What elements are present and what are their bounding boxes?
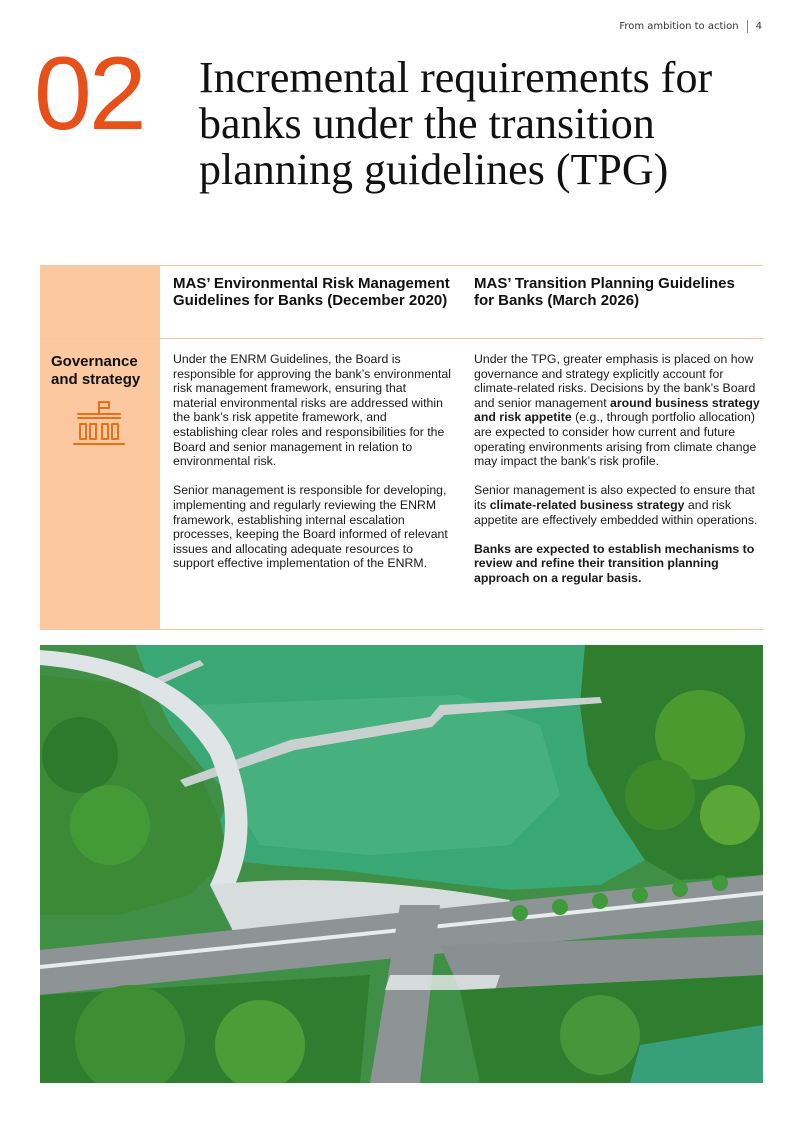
governance-building-flag-icon (70, 397, 128, 449)
header-row-rule (40, 338, 763, 339)
row-label-governance: Governance and strategy (51, 353, 141, 388)
tpg-p1-text: Under the TPG, greater emphasis is placed on how governance and strategy explicitly account for climate-related risks. Decisions by the bank’s Board and senior management (474, 352, 756, 410)
tpg-p2-text: Senior management is also expected to ensure that its (474, 483, 755, 512)
tpg-p2-text-end: and risk appetite are effectively embedded within operations. (474, 497, 758, 527)
table-bottom-rule (40, 629, 763, 630)
page-title: Incremental requirements for banks under the transition planning guidelines (TPG) (199, 53, 713, 194)
running-title: From ambition to action (619, 21, 739, 32)
header-divider (747, 20, 748, 33)
page-number: 4 (755, 21, 762, 32)
tpg-p1-text-end: (e.g., through portfolio allocation) are expected to consider how current and future operating environments arising from climate change may impact the bank’s risk profile. (474, 410, 757, 469)
tpg-paragraph-1 (474, 352, 762, 469)
running-header (619, 20, 762, 33)
enrm-paragraph-1: Under the ENRM Guidelines, the Board is responsible for approving the bank’s environmental risk management framework, ensuring that material environmental risks are addressed within the bank’s risk appetite framework, and establishing clear roles and responsibilities for the Board and senior management in relation to environmental risk. (173, 352, 451, 469)
aerial-city-lake-photo (40, 645, 763, 1083)
tpg-p3-emphasis: Banks are expected to establish mechanisms to review and refine their transition planning approach on a regular basis. (474, 541, 755, 585)
chapter-number: 02 (34, 36, 144, 152)
tpg-paragraph-3 (474, 542, 762, 586)
tpg-p1-emphasis: around business strategy and risk appetite (474, 395, 760, 425)
enrm-cell (173, 352, 453, 571)
tpg-paragraph-2 (474, 483, 762, 527)
column-header-enrm: MAS’ Environmental Risk Management Guidelines for Banks (December 2020) (173, 275, 450, 309)
enrm-paragraph-2: Senior management is responsible for developing, implementing and regularly reviewing the ENRM framework, establishing internal escalation processes, keeping the Board informed of relevant issues and allocating adequate resources to support effective implementation of the ENRM. (173, 483, 448, 571)
tpg-cell (474, 352, 762, 586)
column-header-tpg: MAS’ Transition Planning Guidelines for Banks (March 2026) (474, 275, 735, 309)
tpg-p2-emphasis: climate-related business strategy (489, 497, 685, 512)
